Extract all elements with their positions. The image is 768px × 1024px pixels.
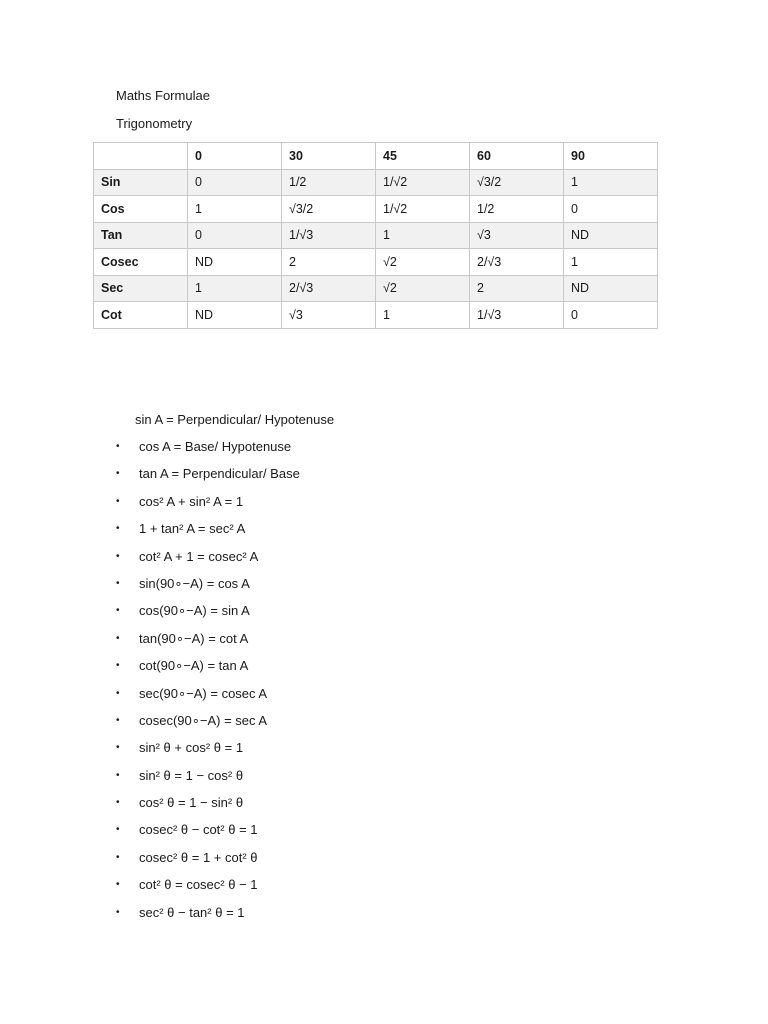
bullet-icon: • [116, 714, 120, 726]
formula-text: cosec² θ − cot² θ = 1 [139, 822, 258, 838]
formula-text: sin² θ + cos² θ = 1 [139, 740, 244, 756]
table-row-label: Sin [94, 169, 188, 196]
table-row [94, 169, 658, 196]
list-item [116, 658, 300, 685]
formula-text: 1 + tan² A = sec² A [139, 521, 246, 537]
table-cell: 2 [470, 275, 564, 302]
bullet-icon: • [116, 577, 120, 589]
table-cell: √3 [282, 302, 376, 329]
table-cell: ND [188, 249, 282, 276]
list-item [116, 575, 300, 603]
list-item [116, 712, 300, 740]
table-header-cell: 60 [470, 143, 564, 170]
table-row [94, 249, 658, 276]
section-heading: Trigonometry [116, 116, 193, 131]
bullet-icon: • [116, 742, 120, 754]
table-row [94, 302, 658, 329]
table-cell: 1/√3 [282, 222, 376, 249]
bullet-icon: • [116, 605, 120, 617]
table-cell: √3 [470, 222, 564, 249]
formula-text: tan A = Perpendicular/ Base [139, 466, 300, 482]
table-row-label: Sec [94, 275, 188, 302]
bullet-icon: • [116, 824, 120, 836]
formula-list [116, 439, 300, 932]
bullet-icon: • [116, 879, 120, 891]
document-title: Maths Formulae [116, 88, 210, 103]
table-cell: √2 [376, 249, 470, 276]
list-item [116, 439, 300, 466]
table-cell: ND [564, 275, 658, 302]
formula-text: cosec² θ = 1 + cot² θ [139, 849, 258, 865]
list-item [116, 822, 300, 849]
table-row [94, 222, 658, 249]
table-cell: 1/√2 [376, 169, 470, 196]
list-item [116, 630, 300, 658]
table-cell: 2/√3 [470, 249, 564, 276]
formula-text: cos² A + sin² A = 1 [139, 493, 244, 509]
table-header-cell: 30 [282, 143, 376, 170]
list-item [116, 466, 300, 493]
table-header-cell: 45 [376, 143, 470, 170]
bullet-icon: • [116, 468, 120, 480]
bullet-icon: • [116, 851, 120, 863]
table-cell: 1 [564, 249, 658, 276]
table-cell: ND [564, 222, 658, 249]
table-row-label: Cos [94, 196, 188, 223]
table-header-row [94, 143, 658, 170]
table-cell: 0 [188, 169, 282, 196]
formula-text: cos(90∘−A) = sin A [139, 603, 250, 619]
table-header-cell: 0 [188, 143, 282, 170]
list-item [116, 521, 300, 548]
table-cell: 1 [376, 222, 470, 249]
list-item [116, 548, 300, 576]
table-cell: 2 [282, 249, 376, 276]
table-cell: 1/√3 [470, 302, 564, 329]
formula-text: cosec(90∘−A) = sec A [139, 712, 268, 728]
table-cell: 1 [376, 302, 470, 329]
table-cell: √2 [376, 275, 470, 302]
bullet-icon: • [116, 906, 120, 918]
list-item [116, 904, 300, 932]
list-item [116, 740, 300, 767]
bullet-icon: • [116, 797, 120, 809]
bullet-icon: • [116, 687, 120, 699]
trig-values-table [93, 142, 658, 329]
list-item [116, 767, 300, 795]
table-cell: √3/2 [282, 196, 376, 223]
list-item [116, 603, 300, 630]
formula-text: sin(90∘−A) = cos A [139, 575, 250, 591]
formula-text: cos² θ = 1 − sin² θ [139, 795, 244, 811]
formula-text: cot² θ = cosec² θ − 1 [139, 877, 258, 893]
formula-text: tan(90∘−A) = cot A [139, 630, 249, 646]
bullet-icon: • [116, 632, 120, 644]
table-cell: 1/2 [470, 196, 564, 223]
list-item [116, 877, 300, 904]
table-cell: 1/√2 [376, 196, 470, 223]
bullet-icon: • [116, 495, 120, 507]
bullet-icon: • [116, 769, 120, 781]
formula-text: cot² A + 1 = cosec² A [139, 548, 259, 564]
list-item [116, 685, 300, 713]
table-row-label: Tan [94, 222, 188, 249]
table-header-cell: 90 [564, 143, 658, 170]
formula-text: sec² θ − tan² θ = 1 [139, 904, 245, 920]
list-item [116, 493, 300, 521]
table-cell: 1 [188, 275, 282, 302]
table-header-cell [94, 143, 188, 170]
table-cell: 1 [564, 169, 658, 196]
bullet-icon: • [116, 523, 120, 535]
formula-text: cos A = Base/ Hypotenuse [139, 439, 292, 454]
table-cell: 0 [564, 302, 658, 329]
table-row-label: Cot [94, 302, 188, 329]
table-cell: ND [188, 302, 282, 329]
table-cell: 2/√3 [282, 275, 376, 302]
bullet-icon: • [116, 550, 120, 562]
table-row-label: Cosec [94, 249, 188, 276]
list-item [116, 795, 300, 822]
table-cell: 1/2 [282, 169, 376, 196]
table-row [94, 196, 658, 223]
formula-text: cot(90∘−A) = tan A [139, 658, 249, 674]
table-cell: 0 [188, 222, 282, 249]
table-row [94, 275, 658, 302]
table-cell: 1 [188, 196, 282, 223]
table-cell: 0 [564, 196, 658, 223]
formula-text: sin² θ = 1 − cos² θ [139, 767, 244, 783]
table-cell: √3/2 [470, 169, 564, 196]
bullet-icon: • [116, 441, 120, 452]
bullet-icon: • [116, 660, 120, 672]
intro-formula: sin A = Perpendicular/ Hypotenuse [135, 412, 335, 427]
list-item [116, 849, 300, 877]
formula-text: sec(90∘−A) = cosec A [139, 685, 268, 701]
